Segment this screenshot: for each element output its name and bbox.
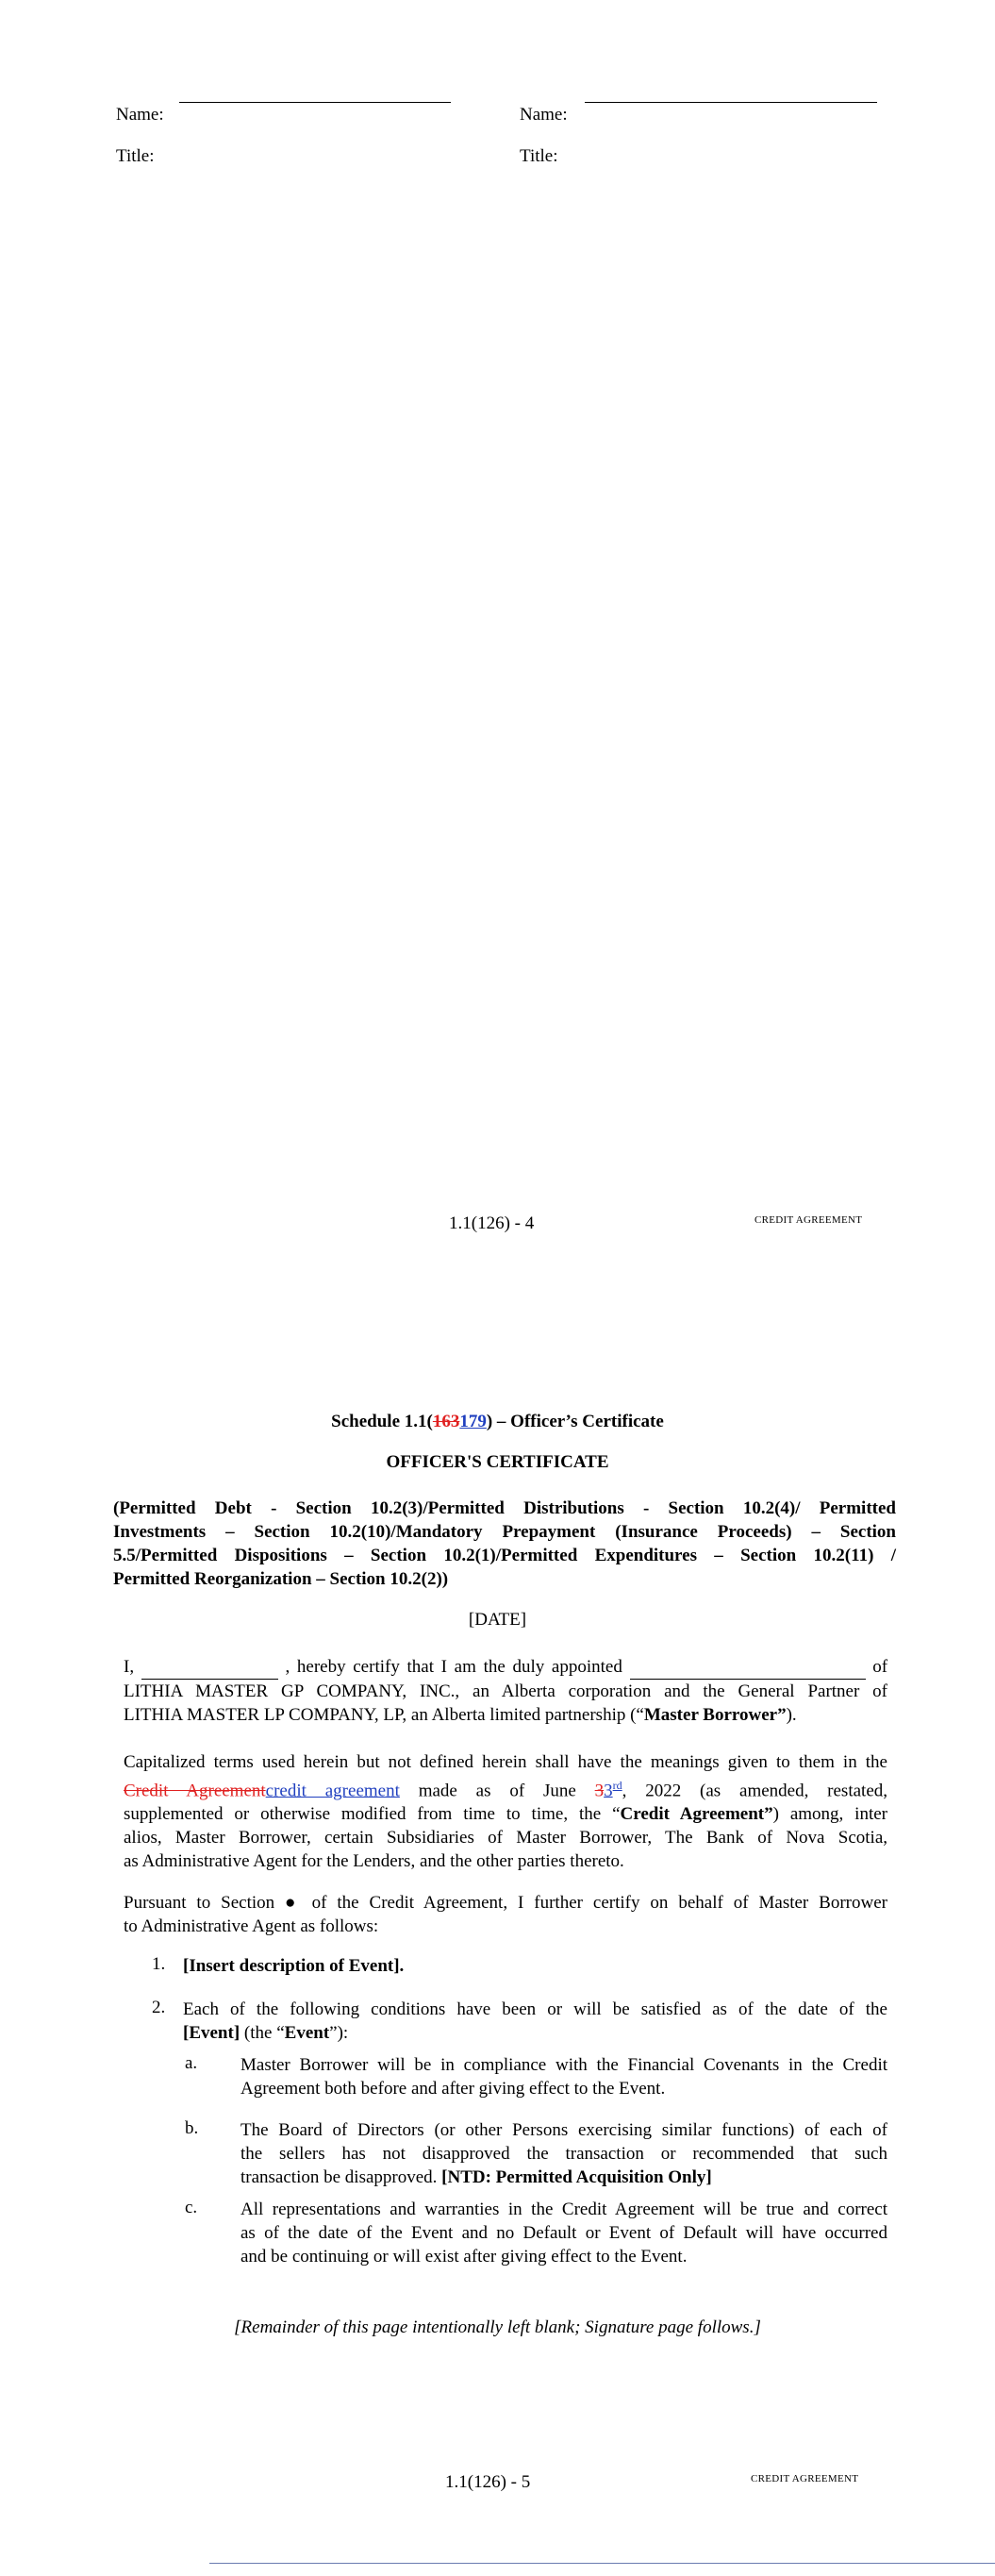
inserted-text: 179 [459,1412,487,1431]
deleted-text: 163 [432,1412,460,1431]
capitalized-terms-paragraph: Capitalized terms used herein but not defined herein shall have the meanings given to them in the Credit Agreementcredit agreement made as of June 33rd, 2022 (as amended, restated, supplemented or otherwise modified from time to time, the “Credit Agreement”) among, inter alios, Master Borrower, certain Subsidiaries of Master Borrower, The Bank of Nova Scotia, as Administrative Agent for the Lenders, and the other parties thereto. [124,1752,888,1872]
list-number-2: 2. [152,1998,166,2017]
bottom-divider [209,2563,995,2564]
inserted-text: 3 [604,1781,613,1801]
footer-credit-agreement: CREDIT AGREEMENT [751,2473,859,2484]
signature-line-left [179,102,451,103]
deleted-text: Credit Agreement [124,1781,266,1801]
list-item-2: Each of the following conditions have been or will be satisfied as of the date of the [Event] (the “Event”): [183,1999,887,2043]
sub-item-label-a: a. [185,2053,198,2073]
date-placeholder: [DATE] [468,1610,527,1630]
sub-item-b: The Board of Directors (or other Persons exercising similar functions) of each of the sellers has not disapproved the transaction or recommended that such transaction be disapproved. [NTD: Permitted Acquisition Only] [240,2120,887,2187]
sub-item-c: All representations and warranties in the Credit Agreement will be true and correct as of the date of the Event and no Default or Event of Default will have occurred and be continuing or will exist after giving effect to the Event. [240,2200,887,2267]
signature-line-right [585,102,877,103]
pursuant-paragraph: Pursuant to Section ● of the Credit Agreement, I further certify on behalf of Master Borrower to Administrative Agent as follows: [124,1893,887,1936]
title-label-right: Title: [520,146,558,166]
schedule-heading: Schedule 1.1(163179) – Officer’s Certificate [331,1412,664,1431]
certification-paragraph: I, , hereby certify that I am the duly appointed of LITHIA MASTER GP COMPANY, INC., an Alberta corporation and the General Partner of LITHIA MASTER LP COMPANY, LP, an Alberta limited partnership (“Master Borrower”). [124,1657,888,1725]
inserted-text: credit agreement [265,1781,400,1801]
sub-item-label-b: b. [185,2118,199,2138]
title-label-left: Title: [116,146,155,166]
document-title: OFFICER'S CERTIFICATE [386,1452,609,1472]
remainder-note: [Remainder of this page intentionally left blank; Signature page follows.] [234,2317,761,2337]
name-label-left: Name: [116,105,164,125]
page-number: 1.1(126) - 5 [445,2472,531,2492]
blank-position-field[interactable] [630,1655,866,1680]
page-number: 1.1(126) - 4 [449,1213,535,1233]
permitted-sections-header: (Permitted Debt - Section 10.2(3)/Permitted Distributions - Section 10.2(4)/ Permitted Investments – Section 10.2(10)/Mandatory Prepayment (Insurance Proceeds) – Section 5.5/Permitted Dispositions – Section 10.2(1)/Permitted Expenditures – Section 10.2(11) / Permitted Reorganization – Section 10.2(2)) [113,1498,896,1589]
deleted-text: 3 [594,1781,605,1801]
list-number-1: 1. [152,1954,166,1974]
list-item-1: [Insert description of Event]. [183,1956,405,1976]
sub-item-label-c: c. [185,2198,198,2217]
footer-credit-agreement: CREDIT AGREEMENT [755,1214,863,1226]
sub-item-a: Master Borrower will be in compliance with the Financial Covenants in the Credit Agreement both before and after giving effect to the Event. [240,2055,887,2099]
blank-name-field[interactable] [141,1655,278,1680]
name-label-right: Name: [520,105,568,125]
